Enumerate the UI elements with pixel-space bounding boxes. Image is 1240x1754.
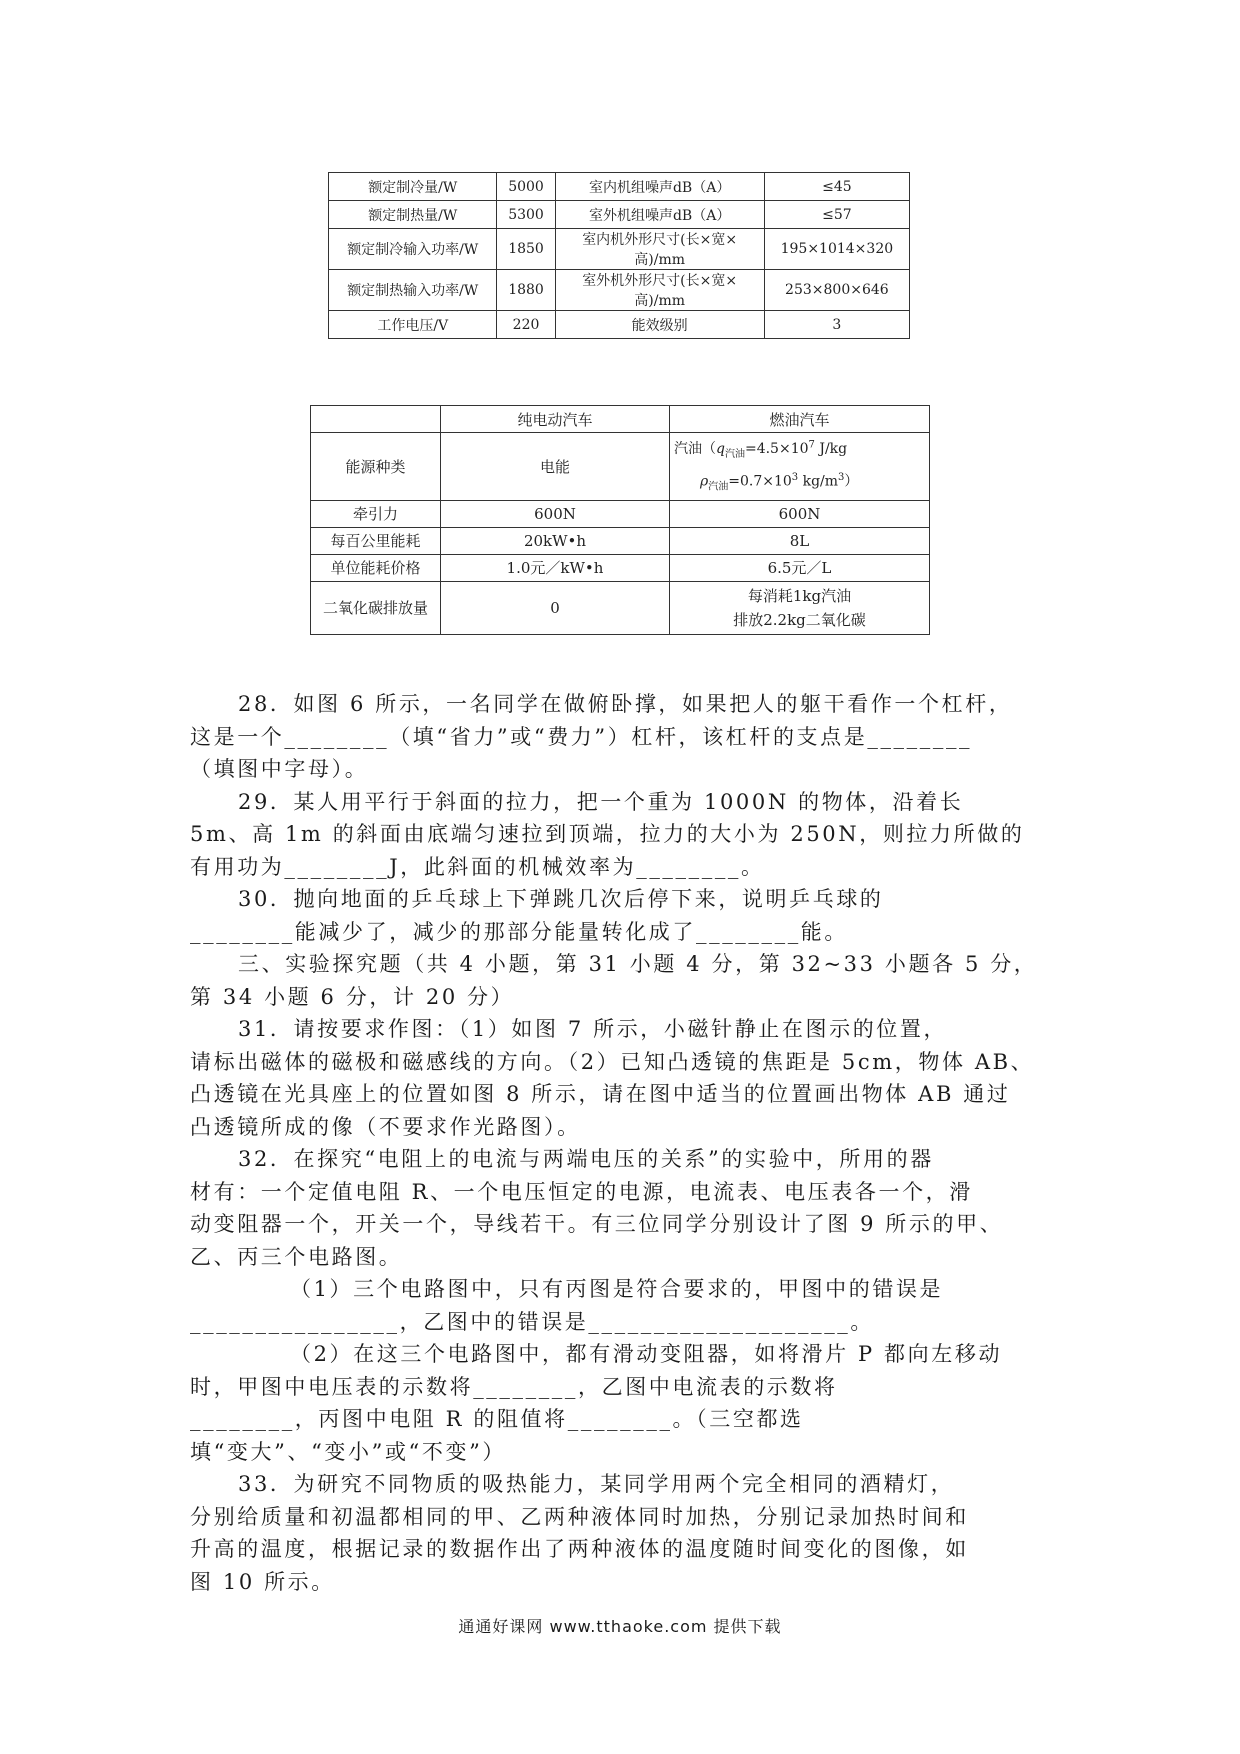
table-row: [329, 270, 910, 311]
text-line: 30．抛向地面的乒乓球上下弹跳几次后停下来，说明乒乓球的: [238, 887, 884, 911]
table-row: [311, 581, 930, 634]
table-cell: 8L: [670, 527, 930, 554]
table-cell: 195×1014×320: [764, 229, 909, 270]
text-line: 乙、丙三个电路图。: [190, 1244, 403, 1269]
text-line: 33．为研究不同物质的吸热能力，某同学用两个完全相同的酒精灯，: [238, 1472, 955, 1496]
table-cell: 室内机组噪声dB（A）: [555, 173, 764, 201]
formula-text: =0.7×10: [728, 474, 792, 491]
formula-text: =4.5×10: [744, 440, 809, 457]
table-cell: 电能: [440, 433, 669, 501]
table-header-row: [311, 406, 930, 433]
section-heading: 三、实验探究题（共 4 小题，第 31 小题 4 分，第 32~33 小题各 5 分，: [238, 952, 1038, 976]
table-cell: 额定制热量/W: [329, 201, 497, 229]
text-line: 凸透镜在光具座上的位置如图 8 所示，请在图中适当的位置画出物体 AB 通过: [190, 1082, 1011, 1106]
formula-exponent: 3: [791, 472, 799, 484]
text-line: 请标出磁体的磁极和磁感线的方向。（2）已知凸透镜的焦距是 5cm，物体 AB、: [190, 1049, 1035, 1074]
formula-subscript: 汽油: [708, 481, 729, 493]
formula-exponent: 7: [808, 439, 815, 450]
text-line: 动变阻器一个，开关一个，导线若干。有三位同学分别设计了图 9 所示的甲、: [190, 1212, 1004, 1236]
table-row: [311, 500, 930, 527]
formula-subscript: 汽油: [724, 448, 745, 460]
table-cell: 能源种类: [311, 433, 441, 501]
text-line: 第 34 小题 6 分，计 20 分）: [190, 984, 515, 1009]
table-header-cell: 纯电动汽车: [440, 406, 669, 433]
text-line: 材有：一个定值电阻 R、一个电压恒定的电源，电流表、电压表各一个，滑: [190, 1179, 973, 1204]
table-cell: 20kW•h: [440, 527, 669, 554]
table-row: [311, 554, 930, 581]
table-row: [329, 229, 910, 270]
table-cell: 253×800×646: [764, 270, 909, 311]
table-row: [329, 311, 910, 339]
text-line: ________，丙图中电阻 R 的阻值将________。（三空都选: [190, 1407, 804, 1431]
table-cell: 牵引力: [311, 500, 441, 527]
table-cell: 1850: [497, 229, 555, 270]
table-cell: 单位能耗价格: [311, 554, 441, 581]
formula-text: 汽油（: [674, 440, 716, 457]
table-row: [311, 433, 930, 501]
text-line: 升高的温度，根据记录的数据作出了两种液体的温度随时间变化的图像，如: [190, 1537, 969, 1561]
table-cell: 220: [497, 311, 555, 339]
table-cell: 3: [764, 311, 909, 339]
table-cell: 5300: [497, 201, 555, 229]
text-line: ________________，乙图中的错误是____________________。: [190, 1309, 874, 1334]
text-line: 时，甲图中电压表的示数将________，乙图中电流表的示数将: [190, 1374, 838, 1399]
table-cell: 二氧化碳排放量: [311, 581, 441, 634]
table-cell: ≤45: [764, 173, 909, 201]
text-line: 凸透镜所成的像（不要求作光路图）。: [190, 1114, 581, 1139]
question-text: [190, 688, 1050, 1598]
gasoline-formula-cell: [670, 433, 930, 501]
text-line: 28．如图 6 所示，一名同学在做俯卧撑，如果把人的躯干看作一个杠杆，: [238, 692, 1013, 716]
table-cell: 额定制冷量/W: [329, 173, 497, 201]
table-row: [311, 527, 930, 554]
table-cell: 室外机外形尺寸(长×宽×高)/mm: [555, 270, 764, 311]
table-cell: 室内机外形尺寸(长×宽×高)/mm: [555, 229, 764, 270]
text-line: ________能减少了，减少的那部分能量转化成了________能。: [190, 919, 848, 944]
table-cell: 1.0元／kW•h: [440, 554, 669, 581]
text-line: 31．请按要求作图：（1）如图 7 所示，小磁针静止在图示的位置，: [238, 1017, 948, 1041]
car-comparison-table: [310, 405, 930, 635]
formula-symbol: ρ: [700, 474, 709, 491]
formula-exponent: 3: [838, 472, 845, 484]
table-cell: 能效级别: [555, 311, 764, 339]
spec-table: [328, 172, 910, 339]
cell-line: 排放2.2kg二氧化碳: [733, 610, 866, 629]
cell-line: 每消耗1kg汽油: [747, 586, 852, 605]
table-cell: 额定制冷输入功率/W: [329, 229, 497, 270]
formula-text: ）: [844, 474, 859, 491]
text-line: （2）在这三个电路图中，都有滑动变阻器，如将滑片 P 都向左移动: [290, 1342, 1003, 1366]
table-row: [329, 173, 910, 201]
text-line: 填“变大”、“变小”或“不变”）: [190, 1439, 507, 1464]
text-line: （1）三个电路图中，只有丙图是符合要求的，甲图中的错误是: [290, 1277, 944, 1301]
table-header-cell: 燃油汽车: [670, 406, 930, 433]
text-line: 图 10 所示。: [190, 1569, 335, 1594]
table-cell: 600N: [670, 500, 930, 527]
table-cell: 0: [440, 581, 669, 634]
formula-text: kg/m: [798, 474, 839, 491]
formula-line: [674, 466, 925, 499]
page-footer: 通通好课网 www.tthaoke.com 提供下载: [458, 1617, 782, 1636]
table-row: [329, 201, 910, 229]
text-line: 分别给质量和初温都相同的甲、乙两种液体同时加热，分别记录加热时间和: [190, 1504, 969, 1529]
table-cell: 每百公里能耗: [311, 527, 441, 554]
text-line: 这是一个________（填“省力”或“费力”）杠杆，该杠杆的支点是________: [190, 724, 973, 749]
table-cell: 1880: [497, 270, 555, 311]
table-cell: 工作电压/V: [329, 311, 497, 339]
table-cell: 5000: [497, 173, 555, 201]
table-header-cell: [311, 406, 441, 433]
table-cell: 室外机组噪声dB（A）: [555, 201, 764, 229]
formula-symbol: q: [716, 440, 725, 457]
formula-text: J/kg: [814, 440, 848, 457]
table-cell: [670, 581, 930, 634]
text-line: 32．在探究“电阻上的电流与两端电压的关系”的实验中，所用的器: [238, 1147, 934, 1171]
text-line: （填图中字母）。: [190, 757, 369, 781]
text-line: 有用功为________J，此斜面的机械效率为________。: [190, 854, 765, 879]
table-cell: 600N: [440, 500, 669, 527]
table-cell: 6.5元／L: [670, 554, 930, 581]
table-cell: 额定制热输入功率/W: [329, 270, 497, 311]
formula-line: [674, 439, 848, 460]
table-cell: ≤57: [764, 201, 909, 229]
text-line: 29．某人用平行于斜面的拉力，把一个重为 1000N 的物体，沿着长: [238, 789, 964, 814]
text-line: 5m、高 1m 的斜面由底端匀速拉到顶端，拉力的大小为 250N，则拉力所做的: [190, 822, 1025, 846]
